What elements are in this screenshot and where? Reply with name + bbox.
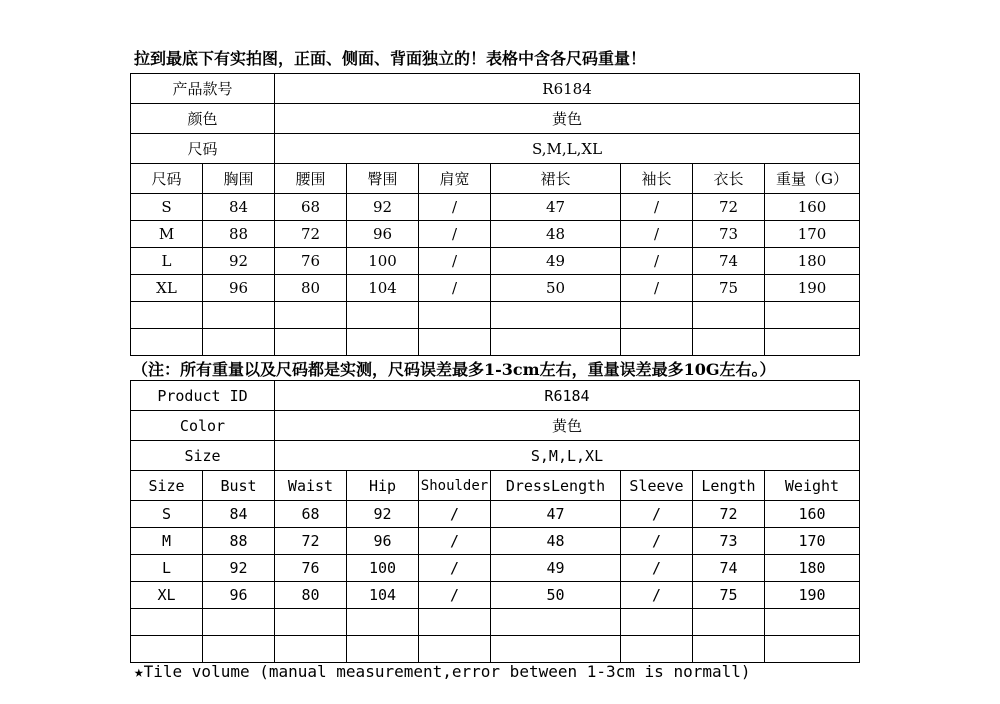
table-cell: 72 (693, 194, 765, 221)
header-cell: Waist (275, 471, 347, 501)
table-cell: M (131, 221, 203, 248)
table-cell: 92 (347, 501, 419, 528)
table-cell: / (621, 275, 693, 302)
table-cell: 48 (491, 221, 621, 248)
header-cell: 肩宽 (419, 164, 491, 194)
table-row (131, 555, 860, 582)
table-cell: S (131, 194, 203, 221)
size-table-chinese (130, 73, 860, 356)
size-label: 尺码 (131, 134, 275, 164)
product-value: R6184 (275, 381, 860, 411)
table-cell: / (621, 221, 693, 248)
table-cell: 49 (491, 248, 621, 275)
table-cell: L (131, 248, 203, 275)
table-cell: 180 (765, 248, 860, 275)
table-cell: 80 (275, 582, 347, 609)
header-cell: 腰围 (275, 164, 347, 194)
table-cell: 84 (203, 194, 275, 221)
measurement-note: （注：所有重量以及尺码都是实测，尺码误差最多1-3cm左右，重量误差最多10G左右。） (132, 360, 776, 379)
header-cell: 胸围 (203, 164, 275, 194)
size-table-english (130, 380, 860, 663)
table-cell: 100 (347, 555, 419, 582)
table-cell: XL (131, 582, 203, 609)
table-cell: 88 (203, 528, 275, 555)
table-cell: 96 (203, 275, 275, 302)
table-cell: 75 (693, 582, 765, 609)
table-cell: 84 (203, 501, 275, 528)
table-cell: 160 (765, 194, 860, 221)
table-cell: 170 (765, 221, 860, 248)
header-cell: 裙长 (491, 164, 621, 194)
table-cell: XL (131, 275, 203, 302)
table-cell: 68 (275, 194, 347, 221)
header-cell: Size (131, 471, 203, 501)
color-label: 颜色 (131, 104, 275, 134)
product-row (131, 74, 860, 104)
table-row (131, 194, 860, 221)
size-value: S,M,L,XL (275, 134, 860, 164)
table-cell: / (419, 555, 491, 582)
table-cell: 73 (693, 221, 765, 248)
table-cell: 47 (491, 501, 621, 528)
table-cell: 47 (491, 194, 621, 221)
color-value: 黄色 (275, 104, 860, 134)
table-cell: 75 (693, 275, 765, 302)
table-cell: / (419, 275, 491, 302)
color-row (131, 411, 860, 441)
header-cell: Shoulder (419, 471, 491, 501)
size-row (131, 134, 860, 164)
table-row (131, 221, 860, 248)
table-row (131, 582, 860, 609)
table-cell: 104 (347, 275, 419, 302)
empty-row (131, 636, 860, 663)
size-row (131, 441, 860, 471)
table-cell: 92 (203, 555, 275, 582)
table-row (131, 275, 860, 302)
product-value: R6184 (275, 74, 860, 104)
table-cell: / (621, 555, 693, 582)
empty-row (131, 302, 860, 329)
table-cell: / (621, 528, 693, 555)
product-label: 产品款号 (131, 74, 275, 104)
table-cell: / (621, 582, 693, 609)
table-cell: / (419, 501, 491, 528)
table-cell: 160 (765, 501, 860, 528)
table-cell: M (131, 528, 203, 555)
table-cell: 88 (203, 221, 275, 248)
table-cell: 74 (693, 248, 765, 275)
table-row (131, 248, 860, 275)
header-cell: 衣长 (693, 164, 765, 194)
table-cell: 72 (693, 501, 765, 528)
empty-row (131, 329, 860, 356)
table-cell: 74 (693, 555, 765, 582)
table-cell: 92 (347, 194, 419, 221)
table-cell: 72 (275, 221, 347, 248)
product-label: Product ID (131, 381, 275, 411)
table-cell: / (419, 582, 491, 609)
table-row (131, 528, 860, 555)
table-cell: 190 (765, 582, 860, 609)
table-cell: 48 (491, 528, 621, 555)
bottom-note: ★Tile volume (manual measurement,error between 1-3cm is normall) (134, 662, 751, 681)
header-cell: 臀围 (347, 164, 419, 194)
table-cell: / (621, 501, 693, 528)
table-cell: 76 (275, 555, 347, 582)
top-note: 拉到最底下有实拍图，正面、侧面、背面独立的！表格中含各尺码重量！ (134, 49, 647, 68)
table-cell: / (419, 528, 491, 555)
table-cell: 68 (275, 501, 347, 528)
table-cell: 80 (275, 275, 347, 302)
table-cell: 50 (491, 582, 621, 609)
table-cell: / (419, 194, 491, 221)
size-label: Size (131, 441, 275, 471)
header-cell: 袖长 (621, 164, 693, 194)
table-cell: / (621, 248, 693, 275)
table-cell: 100 (347, 248, 419, 275)
table-cell: 92 (203, 248, 275, 275)
header-cell: Hip (347, 471, 419, 501)
table-cell: 190 (765, 275, 860, 302)
table-row (131, 501, 860, 528)
table-cell: 72 (275, 528, 347, 555)
header-cell: Bust (203, 471, 275, 501)
table-cell: / (419, 221, 491, 248)
empty-row (131, 609, 860, 636)
product-row (131, 381, 860, 411)
table-cell: 49 (491, 555, 621, 582)
table-cell: / (419, 248, 491, 275)
header-cell: 重量（G） (765, 164, 860, 194)
table-cell: 76 (275, 248, 347, 275)
color-value: 黄色 (275, 411, 860, 441)
header-row (131, 471, 860, 501)
size-value: S,M,L,XL (275, 441, 860, 471)
header-row (131, 164, 860, 194)
table-cell: 96 (203, 582, 275, 609)
header-cell: DressLength (491, 471, 621, 501)
table-cell: 73 (693, 528, 765, 555)
header-cell: 尺码 (131, 164, 203, 194)
header-cell: Sleeve (621, 471, 693, 501)
table-cell: / (621, 194, 693, 221)
table-cell: L (131, 555, 203, 582)
table-cell: 170 (765, 528, 860, 555)
color-row (131, 104, 860, 134)
table-cell: 50 (491, 275, 621, 302)
color-label: Color (131, 411, 275, 441)
table-cell: 96 (347, 221, 419, 248)
header-cell: Length (693, 471, 765, 501)
table-cell: 104 (347, 582, 419, 609)
table-cell: S (131, 501, 203, 528)
table-cell: 180 (765, 555, 860, 582)
table-cell: 96 (347, 528, 419, 555)
header-cell: Weight (765, 471, 860, 501)
